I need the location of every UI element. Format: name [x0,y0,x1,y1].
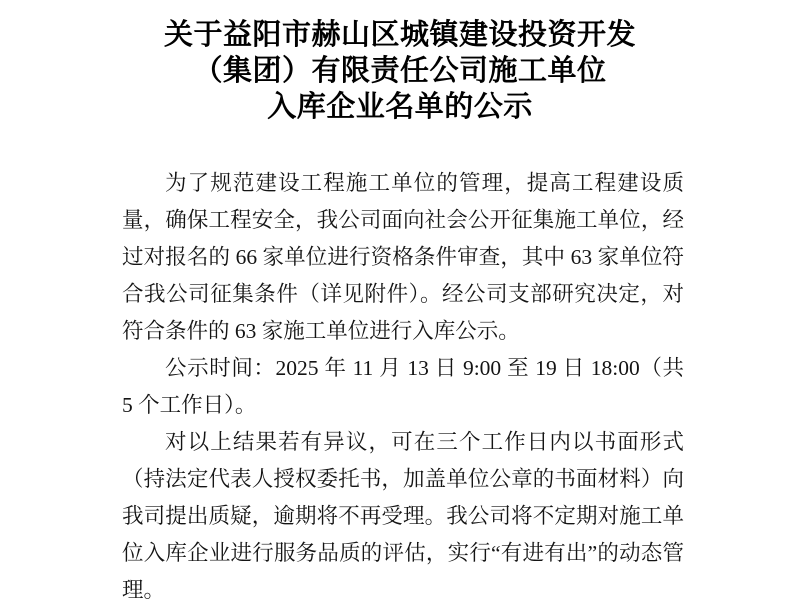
page-title-line-1: 关于益阳市赫山区城镇建设投资开发 [163,19,636,51]
paragraph-intro: 为了规范建设工程施工单位的管理，提高工程建设质量，确保工程安全，我公司面向社会公开征集施工单位，经过对报名的 66 家单位进行资格条件审查，其中 63 家单位符合我公司征集条件（详见附件）。经公司支部研究决定，对符合条件的 63 家施工单位进行入库公示。 [122,171,684,343]
page-title-line-2: （集团）有限责任公司施工单位 [193,55,607,87]
page-title-line-3: 入库企业名单的公示 [267,91,533,123]
document-body [122,165,684,609]
page-title [0,0,800,125]
paragraph-objection-procedure: 对以上结果若有异议，可在三个工作日内以书面形式（持法定代表人授权委托书，加盖单位公章的书面材料）向我司提出质疑，逾期将不再受理。我公司将不定期对施工单位入库企业进行服务品质的评估，实行“有进有出”的动态管理。 [122,430,684,602]
paragraph-notice-period: 公示时间：2025 年 11 月 13 日 9:00 至 19 日 18:00（共 5 个工作日）。 [122,356,684,417]
